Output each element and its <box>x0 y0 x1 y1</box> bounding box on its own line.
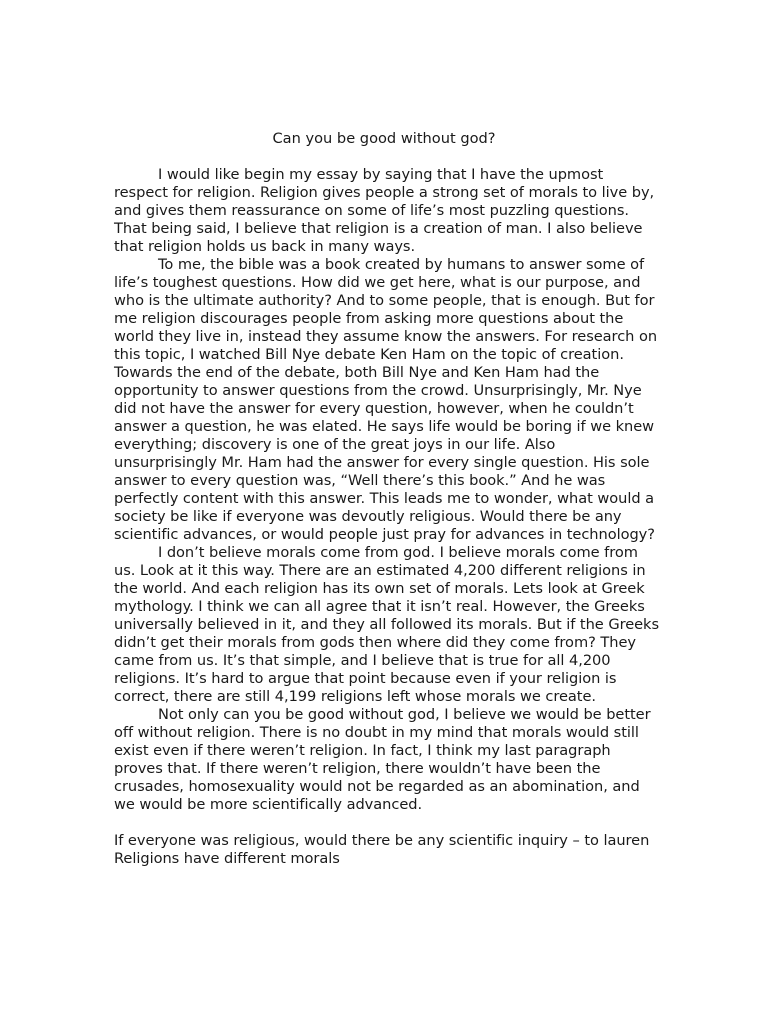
paragraph-intro: I would like begin my essay by saying that I have the upmost respect for religion. Religion gives people a strong set of morals to live by, and gives them reassurance on some of life’s most puzzling questions. That being said, I believe that religion is a creation of man. I also believe that religion holds us back in many ways. <box>114 166 655 255</box>
blank-line <box>114 814 660 832</box>
paragraph-morals: I don’t believe morals come from god. I believe morals come from us. Look at it this way. There are an estimated 4,200 different religions in the world. And each religion has its own set of morals. Lets look at Greek mythology. I think we can all agree that it isn’t real. However, the Greeks universally believed in it, and they all followed its morals. But if the Greeks didn’t get their morals from gods then where did they come from? They came from us. It’s that simple, and I believe that is true for all 4,200 religions. It’s hard to argue that point because even if your religion is correct, there are still 4,199 religions left whose morals we create. <box>114 544 660 705</box>
paragraph-bible: To me, the bible was a book created by humans to answer some of life’s toughest questions. How did we get here, what is our purpose, and who is the ultimate authority? And to some people, that is enough. But for me religion discourages people from asking more questions about the world they live in, instead they assume know the answers. For research on this topic, I watched Bill Nye debate Ken Ham on the topic of creation. Towards the end of the debate, both Bill Nye and Ken Ham had the opportunity to answer questions from the crowd. Unsurprisingly, Mr. Nye did not have the answer for every question, however, when he couldn’t answer a question, he was elated. He says life would be boring if we knew everything; discovery is one of the great joys in our life. Also unsurprisingly Mr. Ham had the answer for every single question. His sole answer to every question was, “Well there’s this book.” And he was perfectly content with this answer. This leads me to wonder, what would a society be like if everyone was devoutly religious. Would there be any scientific advances, or would people just pray for advances in technology? <box>114 256 658 543</box>
note-different-morals: Religions have different morals <box>114 850 340 867</box>
note-scientific-inquiry: If everyone was religious, would there be any scientific inquiry – to lauren <box>114 832 650 849</box>
document-body <box>114 166 660 868</box>
paragraph-conclusion: Not only can you be good without god, I believe we would be better off without religion. There is no doubt in my mind that morals would still exist even if there weren’t religion. In fact, I think my last paragraph proves that. If there weren’t religion, there wouldn’t have been the crusades, homosexuality would not be regarded as an abomination, and we would be more scientifically advanced. <box>114 706 651 813</box>
document-title: Can you be good without god? <box>272 130 496 147</box>
